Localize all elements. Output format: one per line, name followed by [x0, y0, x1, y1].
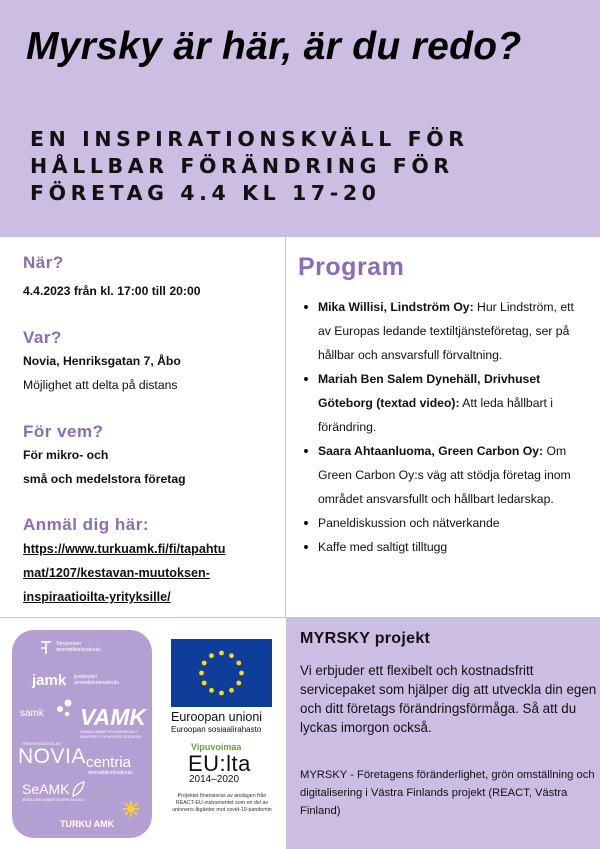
turku-amk-logo: TURKU AMK: [60, 819, 115, 829]
speaker-name: Saara Ahtaanluoma, Green Carbon Oy:: [318, 444, 544, 458]
register-link-line-3[interactable]: inspiraatioilta-yrityksille/: [23, 590, 171, 604]
eu-name: Euroopan unioni: [171, 710, 263, 724]
eu-stars: [171, 639, 272, 707]
program-item-text: Att leda hållbart i förändring.: [318, 396, 554, 434]
vipuvoimaa-title: Vipuvoimaa: [191, 742, 242, 752]
myrsky-footer: MYRSKY - Företagens föränderlighet, grön omställning och digitalisering i Västra Finlands projekt (REACT, Västra Finland): [300, 769, 595, 817]
program-item-text: Om Green Carbon Oy:s väg att stödja företag inom området ansvarsfullt och hållbart ledarskap.: [318, 444, 571, 506]
column-divider: [285, 237, 286, 618]
who-heading: För vem?: [23, 422, 104, 441]
tampere-logo: Tampereen ammattikorkeakoulu: [56, 641, 101, 653]
when-text: 4.4.2023 från kl. 17:00 till 20:00: [23, 284, 201, 298]
eu-fund: Euroopan sosiaalirahasto: [171, 725, 262, 734]
centria-logo: centria: [86, 754, 132, 771]
centria-sub: ammattikorkeakoulu: [88, 770, 133, 776]
speaker-name: Mariah Ben Salem Dynehäll, Drivhuset Göteborg (textad video):: [318, 372, 541, 410]
who-line-1: För mikro- och: [23, 448, 109, 462]
register-link[interactable]: [23, 537, 225, 609]
partner-logos-panel: [12, 630, 152, 838]
who-line-2: små och medelstora företag: [23, 472, 186, 486]
jamk-logo: jamk: [32, 672, 67, 689]
register-link-line-2[interactable]: mat/1207/kestavan-muutoksen-: [23, 566, 210, 580]
samk-logo-icon: [52, 698, 74, 718]
program-item: [298, 439, 588, 511]
sun-icon: [122, 800, 140, 818]
seamk-leaf-icon: [70, 780, 86, 798]
novia-pre: YRKESHÖGSKOLAN: [22, 741, 61, 746]
myrsky-title: MYRSKY projekt: [300, 630, 431, 647]
vamk-sub: VAASAN AMMATTIKORKEAKOULU UNIVERSITY OF APPLIED SCIENCES: [80, 730, 142, 739]
event-title: Myrsky är här, är du redo?: [26, 25, 522, 68]
program-item-text: Hur Lindström, ett av Europas ledande textiltjänsteföretag, ser på hållbar och ansvarsfull förvaltning.: [318, 300, 574, 362]
program-list: [298, 295, 588, 559]
speaker-name: Mika Willisi, Lindström Oy:: [318, 300, 474, 314]
program-item: [298, 535, 588, 559]
novia-logo: NOVIA: [18, 745, 86, 768]
program-heading: Program: [298, 253, 405, 281]
register-link-line-1[interactable]: https://www.turkuamk.fi/fi/tapahtu: [23, 542, 226, 556]
vipuvoimaa-eulta: EU:lta: [188, 751, 251, 776]
tampere-logo-icon: [39, 640, 53, 656]
program-item: [298, 367, 588, 439]
where-address: Novia, Henriksgatan 7, Åbo: [23, 354, 181, 368]
where-remote: Möjlighet att delta på distans: [23, 378, 178, 392]
where-heading: Var?: [23, 328, 62, 347]
vipuvoimaa-years: 2014–2020: [189, 774, 240, 785]
jamk-sub: jyväskylän ammattikorkeakoulu: [74, 674, 119, 686]
eu-flag-icon: [171, 639, 272, 707]
program-item: [298, 295, 588, 367]
register-heading: Anmäl dig här:: [23, 515, 150, 534]
program-item-text: Kaffe med saltigt tilltugg: [318, 540, 448, 554]
myrsky-project-box: [286, 618, 600, 849]
seamk-logo: SeAMK: [22, 781, 70, 797]
program-item-text: Paneldiskussion och nätverkande: [318, 516, 500, 530]
event-subtitle: EN INSPIRATIONSKVÄLL FÖR HÅLLBAR FÖRÄNDRING FÖR FÖRETAG 4.4 KL 17-20: [30, 127, 469, 205]
samk-logo: samk: [20, 708, 44, 719]
when-heading: När?: [23, 253, 64, 272]
funding-note: Projektet finansieras av anslagen från REACT-EU-instrumentet som en del av unionens åtgärder mot covid-19-pandemin: [172, 793, 272, 813]
seamk-sub: SEINÄJOEN AMMATTIKORKEAKOULU: [22, 798, 85, 802]
header-banner: [0, 0, 600, 237]
vamk-logo: VAMK: [80, 704, 147, 730]
program-item: [298, 511, 588, 535]
myrsky-description: Vi erbjuder ett flexibelt och kostnadsfritt servicepaket som hjälper dig att utveckla din egen och ditt företags förändringsförmåga. Så att du lyckas imorgon också.: [300, 663, 597, 735]
